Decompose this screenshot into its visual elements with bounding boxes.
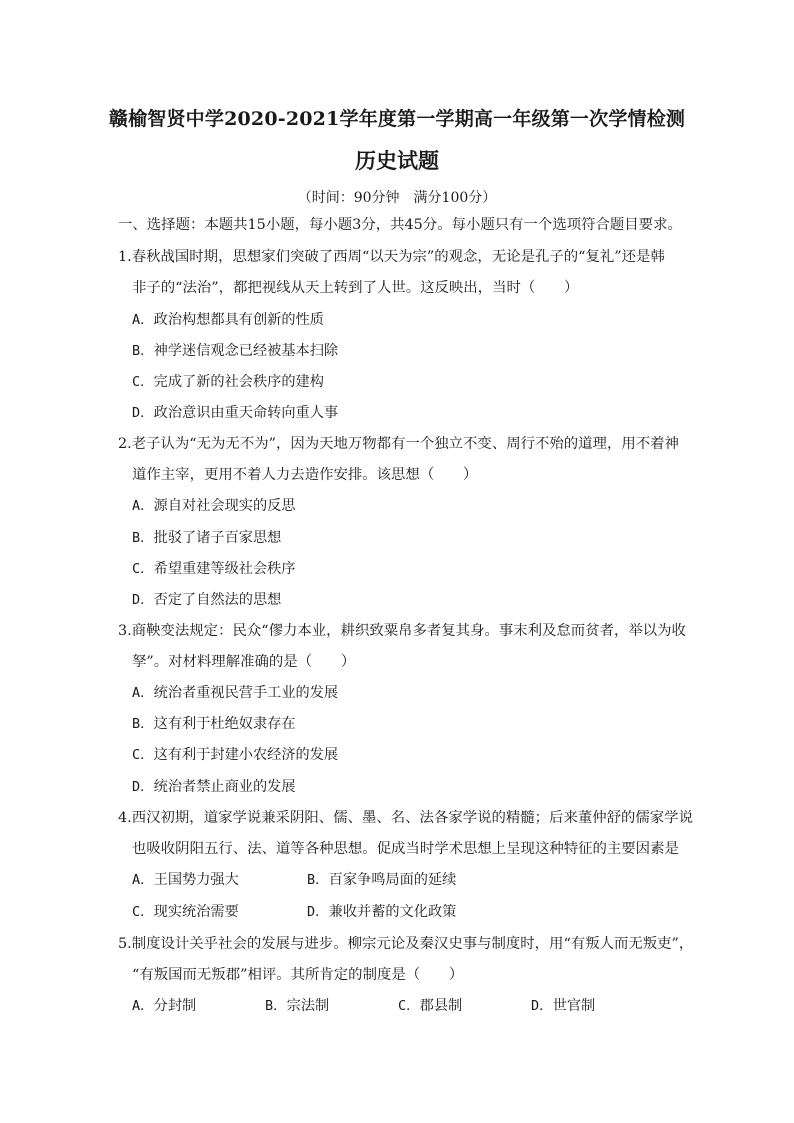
question-stem-line: “有叛国而无叛郡”相评。其所肯定的制度是（ ） (132, 967, 464, 983)
option-b (132, 341, 338, 361)
question-stem-line: 3.商鞅变法规定：民众“僇力本业，耕织致粟帛多者复其身。事末利及怠而贫者，举以为收 (118, 623, 686, 639)
option-d (307, 902, 456, 922)
option-c (132, 902, 239, 922)
option-c (132, 372, 324, 392)
question-stem-line: 非子的“法治”，都把视线从天上转到了人世。这反映出，当时（ ） (132, 280, 579, 296)
option-c (398, 996, 462, 1016)
question-stem-line: 也吸收阴阳五行、法、道等各种思想。促成当时学术思想上呈现这种特征的主要因素是 (132, 841, 679, 857)
option-text: 现实统治需要 (153, 904, 239, 920)
option-text: 源自对社会现实的反思 (153, 498, 296, 514)
option-letter: B． (132, 343, 154, 359)
option-letter: B． (307, 872, 329, 888)
option-letter: C． (132, 561, 154, 577)
option-b (132, 528, 281, 548)
question-stem-line: 1.春秋战国时期，思想家们突破了西周“以天为宗”的观念，无论是孔子的“复礼”还是韩 (118, 249, 665, 265)
exam-title: 赣榆智贤中学2020-2021学年度第一学期高一年级第一次学情检测 (108, 108, 686, 130)
section-instruction: 一、选择题：本题共15小题，每小题3分，共45分。每小题只有一个选项符合题目要求。 (118, 217, 682, 233)
time-note: （时间：90分钟 满分100分） (297, 190, 497, 206)
option-text: 政治构想都具有创新的性质 (153, 312, 324, 328)
option-letter: D． (132, 405, 154, 421)
option-letter: A． (132, 872, 154, 888)
option-text: 政治意识由重天命转向重人事 (153, 405, 339, 421)
option-letter: D． (132, 779, 154, 795)
option-text: 统治者重视民营手工业的发展 (153, 685, 339, 701)
option-letter: D． (132, 592, 154, 608)
option-letter: B． (265, 998, 287, 1014)
question-stem-line: 2.老子认为“无为无不为”，因为天地万物都有一个独立不变、周行不殆的道理，用不着神 (118, 436, 679, 452)
option-letter: D． (307, 904, 329, 920)
option-text: 宗法制 (286, 998, 330, 1014)
option-text: 这有利于杜绝奴隶存在 (153, 716, 296, 732)
option-text: 批驳了诸子百家思想 (153, 530, 282, 546)
option-d (132, 590, 281, 610)
option-letter: B． (132, 716, 154, 732)
option-text: 完成了新的社会秩序的建构 (153, 374, 324, 390)
option-c (132, 745, 338, 765)
option-text: 王国势力强大 (153, 872, 239, 888)
option-letter: A． (132, 685, 154, 701)
option-letter: B． (132, 530, 154, 546)
option-letter: A． (132, 312, 154, 328)
option-letter: C． (132, 747, 154, 763)
option-d (132, 403, 338, 423)
option-a (132, 683, 338, 703)
option-letter: D． (531, 998, 553, 1014)
option-b (307, 870, 456, 890)
option-letter: C． (132, 374, 154, 390)
option-a (132, 496, 296, 516)
option-text: 百家争鸣局面的延续 (328, 872, 457, 888)
exam-subtitle: 历史试题 (355, 148, 439, 173)
option-c (132, 559, 296, 579)
option-text: 郡县制 (419, 998, 463, 1014)
option-a (132, 870, 239, 890)
option-text: 神学迷信观念已经被基本扫除 (153, 343, 339, 359)
option-text: 希望重建等级社会秩序 (153, 561, 296, 577)
option-a (132, 310, 324, 330)
option-letter: A． (132, 498, 154, 514)
question-stem-line: 4.西汉初期，道家学说兼采阴阳、儒、墨、名、法各家学说的精髓；后来董仲舒的儒家学说 (118, 810, 693, 826)
option-text: 这有利于封建小农经济的发展 (153, 747, 339, 763)
option-letter: A． (132, 998, 154, 1014)
option-text: 分封制 (153, 998, 197, 1014)
option-text: 兼收并蓄的文化政策 (328, 904, 457, 920)
option-b (265, 996, 329, 1016)
option-letter: C． (132, 904, 154, 920)
option-text: 世官制 (552, 998, 596, 1014)
question-stem-line: 孥”。对材料理解准确的是（ ） (132, 654, 356, 670)
option-a (132, 996, 196, 1016)
option-text: 否定了自然法的思想 (153, 592, 282, 608)
question-stem-line: 5.制度设计关乎社会的发展与进步。柳宗元论及秦汉史事与制度时，用“有叛人而无叛吏”， (118, 936, 694, 952)
question-stem-line: 道作主宰，更用不着人力去造作安排。该思想（ ） (132, 467, 478, 483)
option-text: 统治者禁止商业的发展 (153, 779, 296, 795)
option-d (531, 996, 595, 1016)
option-b (132, 714, 296, 734)
option-d (132, 777, 296, 797)
option-letter: C． (398, 998, 420, 1014)
